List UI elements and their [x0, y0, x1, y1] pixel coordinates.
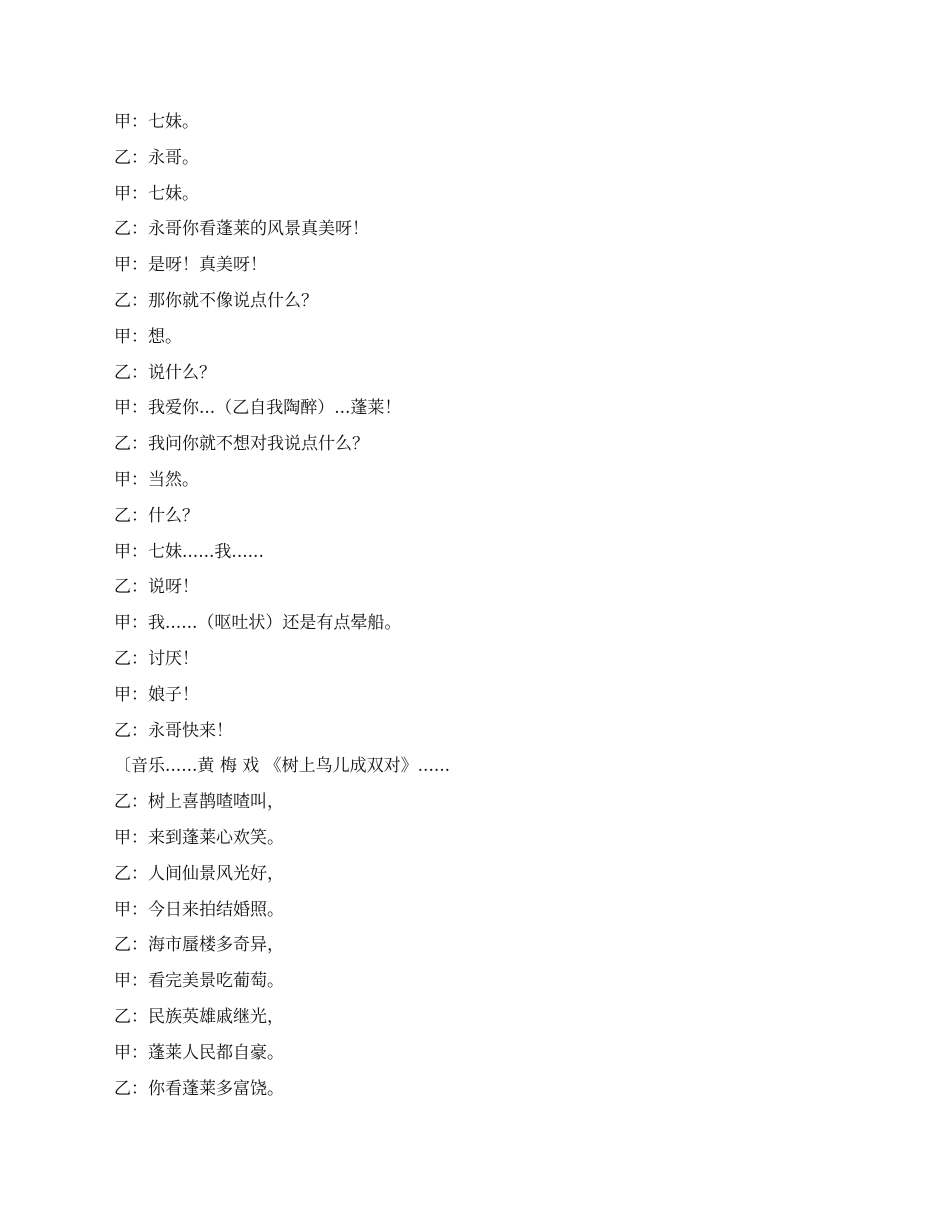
dialogue-line: 乙：永哥。: [114, 147, 199, 168]
dialogue-line: 乙：讨厌！: [114, 648, 199, 669]
dialogue-line: 甲：七妹。: [114, 112, 199, 132]
dialogue-line: 乙：永哥快来！: [114, 720, 233, 741]
dialogue-line: 甲：是呀！真美呀！: [114, 255, 267, 276]
dialogue-line: 甲：看完美景吃葡萄。: [114, 971, 284, 992]
dialogue-line: 〔音乐......黄 梅 戏 《树上鸟儿成双对》......: [114, 756, 451, 777]
dialogue-line: 甲：我......（呕吐状）还是有点晕船。: [114, 613, 402, 634]
dialogue-line: 甲：七妹......我......: [114, 541, 264, 562]
dialogue-line: 甲：娘子！: [114, 684, 199, 705]
dialogue-line: 甲：想。: [114, 326, 182, 347]
dialogue-line: 乙：永哥你看蓬莱的风景真美呀！: [114, 219, 369, 240]
dialogue-line: 甲：七妹。: [114, 183, 199, 204]
dialogue-line: 乙：那你就不像说点什么？: [114, 290, 318, 311]
dialogue-line: 乙：你看蓬莱多富饶。: [114, 1078, 284, 1099]
dialogue-line: 乙：人间仙景风光好，: [114, 863, 284, 884]
dialogue-line: 甲：我爱你...（乙自我陶醉）...蓬莱！: [114, 398, 402, 419]
dialogue-line: 甲：蓬莱人民都自豪。: [114, 1042, 284, 1063]
dialogue-line: 甲：当然。: [114, 469, 199, 490]
dialogue-line: 乙：什么？: [114, 505, 199, 526]
dialogue-line: 乙：树上喜鹊喳喳叫，: [114, 792, 284, 813]
dialogue-line: 乙：民族英雄戚继光，: [114, 1006, 284, 1027]
dialogue-line: 甲：来到蓬莱心欢笑。: [114, 827, 284, 848]
dialogue-line: 乙：说什么？: [114, 362, 216, 383]
dialogue-line: 乙：说呀！: [114, 577, 199, 598]
dialogue-line: 甲：今日来拍结婚照。: [114, 899, 284, 920]
dialogue-line: 乙：海市蜃楼多奇异，: [114, 935, 284, 956]
dialogue-line: 乙：我问你就不想对我说点什么？: [114, 434, 369, 455]
dialogue-lines: [114, 108, 834, 1110]
